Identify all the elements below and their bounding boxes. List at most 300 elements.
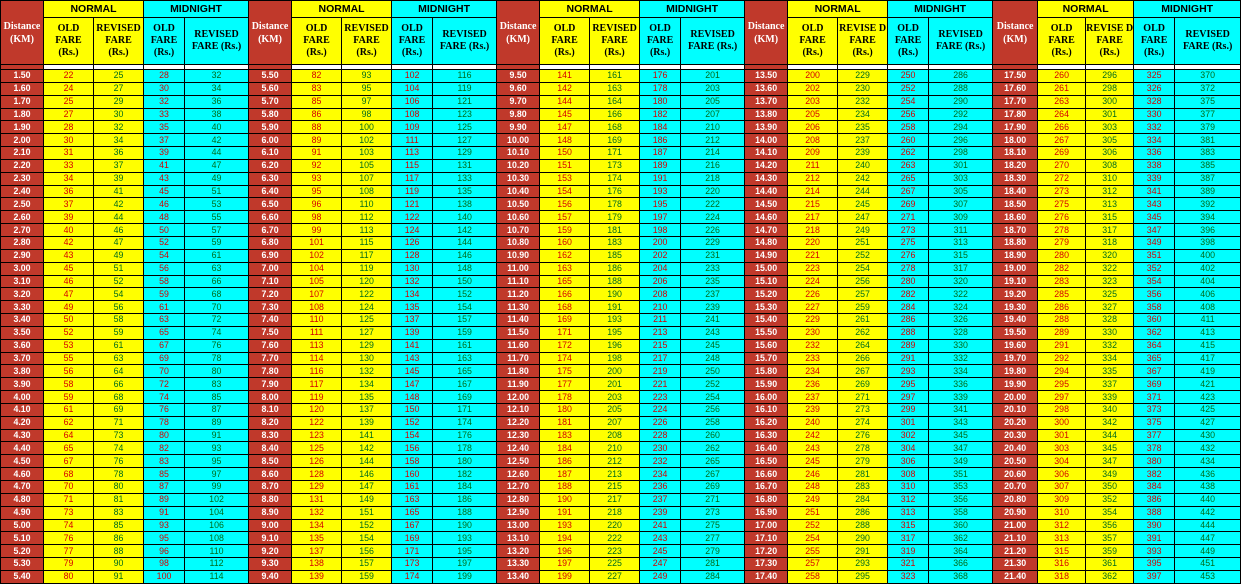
midnight-old-fare-cell: 70 <box>144 365 185 378</box>
midnight-old-fare-cell: 388 <box>1134 506 1175 519</box>
midnight-old-fare-cell: 321 <box>888 558 929 571</box>
midnight-old-fare-cell: 341 <box>1134 185 1175 198</box>
distance-cell: 20.70 <box>993 481 1038 494</box>
distance-cell: 6.80 <box>249 236 292 249</box>
normal-old-fare-cell: 171 <box>540 326 590 339</box>
normal-group-header: NORMAL <box>1038 1 1134 18</box>
normal-revised-fare-cell: 98 <box>342 108 392 121</box>
normal-old-fare-cell: 211 <box>788 159 838 172</box>
distance-cell: 12.60 <box>497 468 540 481</box>
midnight-old-fare-cell: 206 <box>640 275 681 288</box>
normal-old-fare-cell: 220 <box>788 236 838 249</box>
midnight-old-fare-cell: 306 <box>888 455 929 468</box>
table-row <box>1 95 1241 108</box>
midnight-revised-fare-cell: 267 <box>681 468 745 481</box>
normal-old-fare-cell: 315 <box>1038 545 1086 558</box>
midnight-old-fare-cell: 258 <box>888 121 929 134</box>
normal-revised-fare-cell: 47 <box>94 236 144 249</box>
table-row <box>1 378 1241 391</box>
midnight-old-fare-cell: 89 <box>144 493 185 506</box>
table-row <box>1 365 1241 378</box>
distance-cell: 2.10 <box>1 147 44 160</box>
table-row <box>1 249 1241 262</box>
distance-cell: 20.30 <box>993 429 1038 442</box>
normal-old-fare-cell: 306 <box>1038 468 1086 481</box>
normal-revised-fare-cell: 195 <box>590 326 640 339</box>
distance-cell: 1.50 <box>1 70 44 83</box>
midnight-revised-fare-cell: 233 <box>681 262 745 275</box>
midnight-old-fare-cell: 143 <box>392 352 433 365</box>
midnight-old-fare-cell: 378 <box>1134 442 1175 455</box>
midnight-revised-fare-cell: 326 <box>929 314 993 327</box>
normal-revised-fare-cell: 119 <box>342 262 392 275</box>
midnight-old-fare-cell: 78 <box>144 416 185 429</box>
midnight-revised-fare-cell: 129 <box>433 147 497 160</box>
distance-cell: 8.20 <box>249 416 292 429</box>
normal-revised-fare-cell: 174 <box>590 172 640 185</box>
midnight-old-fare-cell: 130 <box>392 262 433 275</box>
normal-revised-fare-cell: 306 <box>1086 147 1134 160</box>
midnight-revised-fare-cell: 190 <box>433 519 497 532</box>
midnight-old-fare-cell: 386 <box>1134 493 1175 506</box>
normal-old-fare-cell: 199 <box>540 570 590 583</box>
midnight-revised-fare-cell: 76 <box>185 339 249 352</box>
midnight-old-fare-cell: 197 <box>640 211 681 224</box>
normal-revised-fare-cell: 213 <box>590 468 640 481</box>
distance-cell: 2.80 <box>1 236 44 249</box>
normal-revised-fare-cell: 300 <box>1086 95 1134 108</box>
normal-revised-fare-cell: 188 <box>590 275 640 288</box>
normal-revised-fare-cell: 278 <box>838 442 888 455</box>
distance-cell: 15.10 <box>745 275 788 288</box>
normal-old-fare-cell: 107 <box>292 288 342 301</box>
midnight-revised-fare-cell: 301 <box>929 159 993 172</box>
normal-old-fare-cell: 147 <box>540 121 590 134</box>
midnight-old-fare-cell: 46 <box>144 198 185 211</box>
normal-old-fare-cell: 248 <box>788 481 838 494</box>
normal-old-fare-cell: 190 <box>540 493 590 506</box>
normal-revised-fare-cell: 142 <box>342 442 392 455</box>
distance-cell: 11.20 <box>497 288 540 301</box>
distance-cell: 9.90 <box>497 121 540 134</box>
normal-old-fare-cell: 197 <box>540 558 590 571</box>
normal-old-fare-cell: 301 <box>1038 429 1086 442</box>
normal-old-fare-cell: 33 <box>44 159 94 172</box>
normal-old-fare-cell: 212 <box>788 172 838 185</box>
table-row <box>1 108 1241 121</box>
normal-revised-fare-cell: 217 <box>590 493 640 506</box>
midnight-revised-fare-cell: 387 <box>1175 172 1241 185</box>
normal-old-fare-cell: 273 <box>1038 185 1086 198</box>
normal-revised-fare-cell: 352 <box>1086 493 1134 506</box>
midnight-revised-fare-cell: 421 <box>1175 378 1241 391</box>
distance-cell: 8.70 <box>249 481 292 494</box>
midnight-old-fare-cell: 234 <box>640 468 681 481</box>
distance-cell: 13.10 <box>497 532 540 545</box>
normal-revised-fare-cell: 73 <box>94 429 144 442</box>
distance-cell: 7.30 <box>249 301 292 314</box>
normal-revised-fare-cell: 240 <box>838 159 888 172</box>
normal-old-fare-cell: 318 <box>1038 570 1086 583</box>
midnight-revised-fare-cell: 334 <box>929 365 993 378</box>
normal-revised-fare-cell: 76 <box>94 455 144 468</box>
table-row <box>1 391 1241 404</box>
midnight-revised-fare-cell: 269 <box>681 481 745 494</box>
midnight-revised-fare-cell: 370 <box>1175 70 1241 83</box>
normal-old-fare-cell: 65 <box>44 442 94 455</box>
midnight-revised-fare-cell: 222 <box>681 198 745 211</box>
distance-cell: 14.60 <box>745 211 788 224</box>
normal-old-fare-cell: 46 <box>44 275 94 288</box>
normal-old-fare-cell: 88 <box>292 121 342 134</box>
midnight-revised-fare-cell: 220 <box>681 185 745 198</box>
midnight-revised-fare-cell: 34 <box>185 82 249 95</box>
normal-old-fare-cell: 208 <box>788 134 838 147</box>
normal-revised-fare-cell: 102 <box>342 134 392 147</box>
midnight-old-fare-cell: 48 <box>144 211 185 224</box>
midnight-old-fare-cell: 37 <box>144 134 185 147</box>
distance-cell: 21.20 <box>993 545 1038 558</box>
normal-revised-fare-cell: 34 <box>94 134 144 147</box>
midnight-old-fare-cell: 293 <box>888 365 929 378</box>
midnight-old-fare-cell: 122 <box>392 211 433 224</box>
midnight-revised-fare-cell: 413 <box>1175 326 1241 339</box>
normal-revised-fare-cell: 335 <box>1086 365 1134 378</box>
distance-cell: 14.50 <box>745 198 788 211</box>
normal-revised-fare-cell: 317 <box>1086 224 1134 237</box>
distance-cell: 15.00 <box>745 262 788 275</box>
distance-cell: 16.30 <box>745 429 788 442</box>
midnight-revised-fare-cell: 201 <box>681 70 745 83</box>
midnight-old-fare-cell: 375 <box>1134 416 1175 429</box>
midnight-old-fare-cell: 124 <box>392 224 433 237</box>
normal-old-fare-cell: 70 <box>44 481 94 494</box>
normal-revised-fare-cell: 117 <box>342 249 392 262</box>
distance-cell: 7.20 <box>249 288 292 301</box>
midnight-old-fare-cell: 315 <box>888 519 929 532</box>
normal-old-fare-cell: 283 <box>1038 275 1086 288</box>
distance-cell: 13.30 <box>497 558 540 571</box>
distance-cell: 15.90 <box>745 378 788 391</box>
normal-old-fare-cell: 224 <box>788 275 838 288</box>
midnight-old-fare-cell: 284 <box>888 301 929 314</box>
normal-revised-fare-cell: 225 <box>590 558 640 571</box>
distance-cell: 10.90 <box>497 249 540 262</box>
distance-cell: 11.00 <box>497 262 540 275</box>
midnight-revised-fare-cell: 243 <box>681 326 745 339</box>
normal-old-fare-cell: 111 <box>292 326 342 339</box>
distance-cell: 19.50 <box>993 326 1038 339</box>
distance-cell: 16.00 <box>745 391 788 404</box>
normal-revised-fare-cell: 308 <box>1086 159 1134 172</box>
midnight-old-fare-cell: 156 <box>392 442 433 455</box>
table-row <box>1 493 1241 506</box>
midnight-revised-fare-cell: 245 <box>681 339 745 352</box>
midnight-revised-fare-cell: 102 <box>185 493 249 506</box>
midnight-revised-fare-cell: 324 <box>929 301 993 314</box>
normal-revised-fare-cell: 120 <box>342 275 392 288</box>
distance-cell: 9.50 <box>497 70 540 83</box>
distance-cell: 17.60 <box>993 82 1038 95</box>
normal-old-fare-cell: 64 <box>44 429 94 442</box>
normal-old-fare-cell: 47 <box>44 288 94 301</box>
normal-old-fare-cell: 37 <box>44 198 94 211</box>
distance-cell: 6.90 <box>249 249 292 262</box>
normal-revised-fare-cell: 171 <box>590 147 640 160</box>
midnight-old-fare-cell: 41 <box>144 159 185 172</box>
midnight-old-fare-cell: 365 <box>1134 352 1175 365</box>
normal-revised-fare-cell: 347 <box>1086 455 1134 468</box>
normal-old-fare-cell: 160 <box>540 236 590 249</box>
midnight-old-fare-cell: 160 <box>392 468 433 481</box>
normal-revised-fare-cell: 178 <box>590 198 640 211</box>
normal-old-fare-cell: 285 <box>1038 288 1086 301</box>
distance-cell: 15.80 <box>745 365 788 378</box>
distance-header: Distance (KM) <box>1 1 44 65</box>
normal-revised-fare-cell: 361 <box>1086 558 1134 571</box>
midnight-revised-fare-cell: 180 <box>433 455 497 468</box>
normal-revised-fare-cell: 151 <box>342 506 392 519</box>
midnight-old-fare-cell: 56 <box>144 262 185 275</box>
distance-cell: 4.60 <box>1 468 44 481</box>
normal-old-fare-cell: 270 <box>1038 159 1086 172</box>
normal-revised-fare-cell: 350 <box>1086 481 1134 494</box>
normal-old-fare-cell: 227 <box>788 301 838 314</box>
normal-revised-fare-cell: 234 <box>838 108 888 121</box>
normal-old-fare-cell: 313 <box>1038 532 1086 545</box>
distance-cell: 21.00 <box>993 519 1038 532</box>
midnight-revised-fare-cell: 55 <box>185 211 249 224</box>
midnight-old-fare-cell: 328 <box>1134 95 1175 108</box>
midnight-revised-fare-cell: 87 <box>185 403 249 416</box>
normal-old-fare-cell: 134 <box>292 519 342 532</box>
distance-cell: 21.10 <box>993 532 1038 545</box>
normal-old-fare-cell: 209 <box>788 147 838 160</box>
table-row <box>1 468 1241 481</box>
distance-cell: 19.60 <box>993 339 1038 352</box>
normal-revised-fare-cell: 328 <box>1086 314 1134 327</box>
normal-revised-fare-cell: 290 <box>838 532 888 545</box>
midnight-old-fare-cell: 96 <box>144 545 185 558</box>
distance-cell: 14.00 <box>745 134 788 147</box>
table-row <box>1 70 1241 83</box>
distance-cell: 16.90 <box>745 506 788 519</box>
midnight-revised-fare-cell: 74 <box>185 326 249 339</box>
normal-revised-fare-cell: 356 <box>1086 519 1134 532</box>
normal-old-fare-cell: 260 <box>1038 70 1086 83</box>
normal-old-fare-cell: 214 <box>788 185 838 198</box>
midnight-old-fare-cell: 215 <box>640 339 681 352</box>
midnight-revised-fare-cell: 49 <box>185 172 249 185</box>
distance-cell: 3.20 <box>1 288 44 301</box>
distance-cell: 20.80 <box>993 493 1038 506</box>
distance-cell: 17.80 <box>993 108 1038 121</box>
normal-old-fare-cell: 129 <box>292 481 342 494</box>
midnight-old-fare-cell: 286 <box>888 314 929 327</box>
midnight-old-fare-cell: 98 <box>144 558 185 571</box>
distance-cell: 8.30 <box>249 429 292 442</box>
normal-revised-fare-cell: 318 <box>1086 236 1134 249</box>
midnight-old-fare-cell: 219 <box>640 365 681 378</box>
normal-old-fare-cell: 45 <box>44 262 94 275</box>
normal-old-fare-cell: 89 <box>292 134 342 147</box>
midnight-revised-fare-cell: 320 <box>929 275 993 288</box>
midnight-old-fare-cell: 191 <box>640 172 681 185</box>
distance-cell: 12.10 <box>497 403 540 416</box>
midnight-revised-fare-cell: 133 <box>433 172 497 185</box>
distance-cell: 15.50 <box>745 326 788 339</box>
midnight-revised-fare-cell: 286 <box>929 70 993 83</box>
normal-old-fare-cell: 96 <box>292 198 342 211</box>
midnight-old-fare-cell: 113 <box>392 147 433 160</box>
normal-revised-fare-cell: 264 <box>838 339 888 352</box>
distance-cell: 19.10 <box>993 275 1038 288</box>
midnight-revised-fare-cell: 358 <box>929 506 993 519</box>
distance-cell: 14.80 <box>745 236 788 249</box>
normal-revised-fare-cell: 69 <box>94 403 144 416</box>
normal-revised-fare-cell: 273 <box>838 403 888 416</box>
normal-revised-fare-cell: 305 <box>1086 134 1134 147</box>
normal-old-fare-cell: 186 <box>540 455 590 468</box>
midnight-old-fare-cell: 384 <box>1134 481 1175 494</box>
distance-cell: 9.40 <box>249 570 292 583</box>
midnight-old-fare-cell: 390 <box>1134 519 1175 532</box>
midnight-old-fare-cell: 354 <box>1134 275 1175 288</box>
normal-old-fare-cell: 53 <box>44 339 94 352</box>
table-row <box>1 481 1241 494</box>
midnight-old-fare-header: OLD FARE (Rs.) <box>640 18 681 65</box>
midnight-old-fare-cell: 33 <box>144 108 185 121</box>
normal-revised-fare-cell: 93 <box>342 70 392 83</box>
midnight-old-fare-cell: 163 <box>392 493 433 506</box>
distance-cell: 4.40 <box>1 442 44 455</box>
normal-old-fare-cell: 86 <box>292 108 342 121</box>
midnight-old-fare-cell: 241 <box>640 519 681 532</box>
midnight-old-fare-cell: 154 <box>392 429 433 442</box>
normal-old-fare-cell: 289 <box>1038 326 1086 339</box>
normal-revised-fare-cell: 296 <box>1086 70 1134 83</box>
normal-revised-fare-cell: 41 <box>94 185 144 198</box>
midnight-old-fare-cell: 352 <box>1134 262 1175 275</box>
midnight-old-fare-cell: 69 <box>144 352 185 365</box>
midnight-revised-fare-cell: 330 <box>929 339 993 352</box>
normal-old-fare-cell: 269 <box>1038 147 1086 160</box>
normal-revised-fare-cell: 288 <box>838 519 888 532</box>
normal-old-fare-cell: 159 <box>540 224 590 237</box>
midnight-revised-fare-cell: 377 <box>1175 108 1241 121</box>
normal-old-fare-header: OLD FARE (Rs.) <box>1038 18 1086 65</box>
midnight-revised-fare-cell: 195 <box>433 545 497 558</box>
midnight-revised-fare-cell: 229 <box>681 236 745 249</box>
distance-cell: 5.80 <box>249 108 292 121</box>
midnight-revised-fare-cell: 199 <box>433 570 497 583</box>
normal-revised-fare-cell: 29 <box>94 95 144 108</box>
distance-header: Distance (KM) <box>249 1 292 65</box>
midnight-old-fare-cell: 380 <box>1134 455 1175 468</box>
midnight-revised-fare-cell: 400 <box>1175 249 1241 262</box>
distance-cell: 12.20 <box>497 416 540 429</box>
distance-cell: 5.40 <box>1 570 44 583</box>
distance-cell: 6.70 <box>249 224 292 237</box>
normal-old-fare-cell: 58 <box>44 378 94 391</box>
distance-cell: 4.90 <box>1 506 44 519</box>
distance-cell: 12.70 <box>497 481 540 494</box>
distance-cell: 5.60 <box>249 82 292 95</box>
midnight-revised-fare-cell: 379 <box>1175 121 1241 134</box>
normal-revised-fare-cell: 227 <box>590 570 640 583</box>
normal-old-fare-cell: 73 <box>44 506 94 519</box>
normal-revised-fare-cell: 51 <box>94 262 144 275</box>
table-row <box>1 442 1241 455</box>
normal-old-fare-header: OLD FARE (Rs.) <box>292 18 342 65</box>
normal-revised-fare-cell: 68 <box>94 391 144 404</box>
normal-old-fare-cell: 275 <box>1038 198 1086 211</box>
normal-old-fare-cell: 117 <box>292 378 342 391</box>
normal-revised-fare-cell: 100 <box>342 121 392 134</box>
distance-cell: 20.60 <box>993 468 1038 481</box>
midnight-revised-fare-cell: 176 <box>433 429 497 442</box>
normal-old-fare-cell: 177 <box>540 378 590 391</box>
midnight-revised-fare-cell: 372 <box>1175 82 1241 95</box>
normal-revised-fare-cell: 208 <box>590 429 640 442</box>
normal-revised-fare-header: REVISED FARE (Rs.) <box>342 18 392 65</box>
midnight-old-fare-cell: 115 <box>392 159 433 172</box>
midnight-old-fare-cell: 35 <box>144 121 185 134</box>
midnight-old-fare-cell: 349 <box>1134 236 1175 249</box>
normal-revised-fare-cell: 256 <box>838 275 888 288</box>
midnight-revised-fare-cell: 307 <box>929 198 993 211</box>
normal-old-fare-cell: 264 <box>1038 108 1086 121</box>
table-row <box>1 455 1241 468</box>
normal-revised-fare-cell: 342 <box>1086 416 1134 429</box>
distance-cell: 4.70 <box>1 481 44 494</box>
midnight-revised-fare-cell: 339 <box>929 391 993 404</box>
normal-old-fare-cell: 154 <box>540 185 590 198</box>
midnight-revised-fare-cell: 364 <box>929 545 993 558</box>
normal-revised-fare-cell: 349 <box>1086 468 1134 481</box>
normal-old-fare-cell: 255 <box>788 545 838 558</box>
midnight-revised-fare-cell: 449 <box>1175 545 1241 558</box>
normal-revised-fare-cell: 201 <box>590 378 640 391</box>
normal-old-fare-cell: 85 <box>292 95 342 108</box>
midnight-revised-fare-cell: 226 <box>681 224 745 237</box>
normal-revised-fare-cell: 39 <box>94 172 144 185</box>
midnight-revised-fare-cell: 235 <box>681 275 745 288</box>
midnight-old-fare-cell: 232 <box>640 455 681 468</box>
midnight-revised-fare-cell: 381 <box>1175 134 1241 147</box>
normal-revised-fare-cell: 239 <box>838 147 888 160</box>
distance-cell: 12.30 <box>497 429 540 442</box>
midnight-revised-fare-cell: 284 <box>681 570 745 583</box>
distance-cell: 14.40 <box>745 185 788 198</box>
midnight-revised-fare-cell: 275 <box>681 519 745 532</box>
midnight-old-fare-cell: 224 <box>640 403 681 416</box>
normal-old-fare-cell: 286 <box>1038 301 1086 314</box>
normal-revised-fare-cell: 279 <box>838 455 888 468</box>
normal-group-header: NORMAL <box>44 1 144 18</box>
midnight-revised-fare-cell: 70 <box>185 301 249 314</box>
normal-old-fare-cell: 172 <box>540 339 590 352</box>
normal-old-fare-cell: 278 <box>1038 224 1086 237</box>
distance-cell: 15.30 <box>745 301 788 314</box>
distance-cell: 6.60 <box>249 211 292 224</box>
normal-old-fare-cell: 168 <box>540 301 590 314</box>
distance-cell: 15.60 <box>745 339 788 352</box>
normal-old-fare-cell: 243 <box>788 442 838 455</box>
midnight-revised-fare-cell: 447 <box>1175 532 1241 545</box>
midnight-revised-fare-cell: 252 <box>681 378 745 391</box>
distance-cell: 19.70 <box>993 352 1038 365</box>
